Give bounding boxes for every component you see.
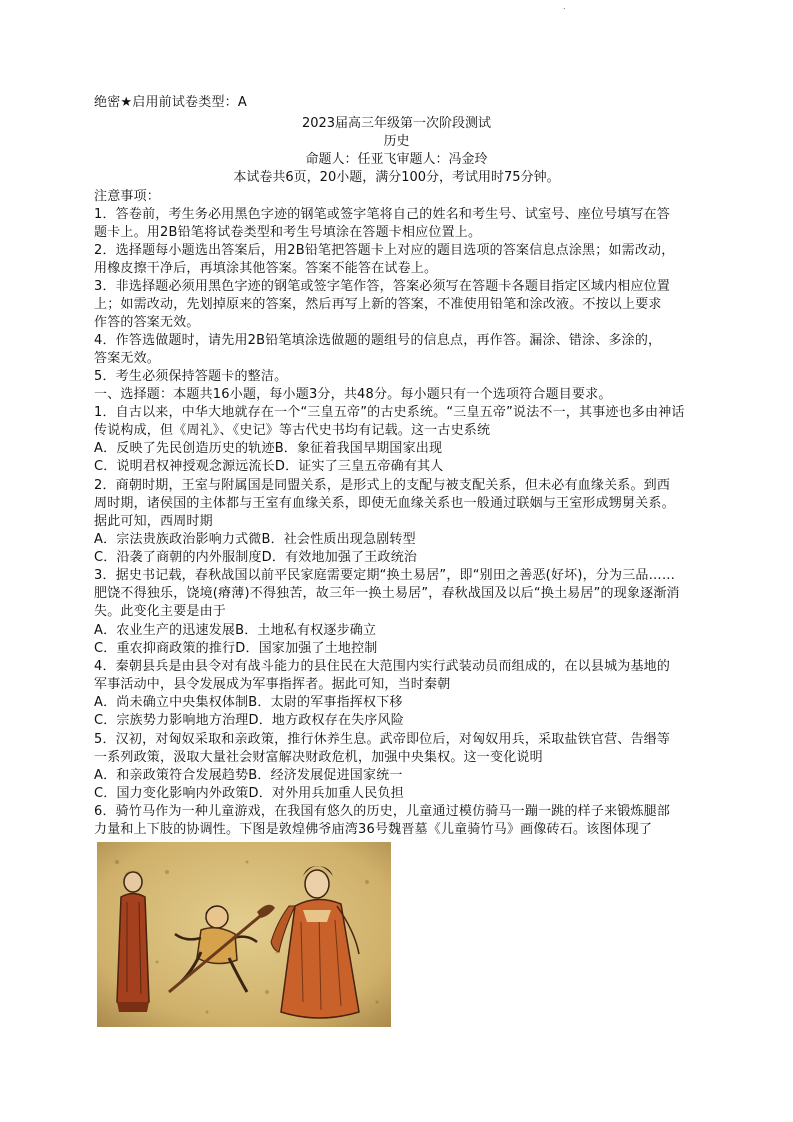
exam-title: 2023届高三年级第一次阶段测试 [301, 116, 492, 131]
answer-options: A．宗法贵族政治影响力式微B．社会性质出现急剧转型 [94, 532, 416, 547]
question-stem: 2．商朝时期，王室与附属国是同盟关系，是形式上的支配与被支配关系，但未必有血缘关系。到西 [94, 478, 671, 493]
question-stem: 据此可知，西周时期 [94, 514, 213, 529]
mural-figure [97, 842, 391, 1027]
authors-line: 命题人：任亚飞审题人：冯金玲 [305, 152, 488, 167]
answer-options: C．重农抑商政策的推行D．国家加强了土地控制 [94, 641, 378, 656]
question-stem: 4．秦朝县兵是由县令对有战斗能力的县住民在大范围内实行武装动员而组成的，在以县城为基地的 [94, 659, 671, 674]
note-line: 5．考生必须保持答题卡的整洁。 [94, 369, 288, 384]
note-line: 上；如需改动，先划掉原来的答案，然后再写上新的答案，不准使用铅笔和涂改液。不按以上要求 [94, 297, 662, 312]
subject-title: 历史 [383, 134, 410, 149]
answer-options: A．农业生产的迅速发展B．土地私有权逐步确立 [94, 623, 377, 638]
answer-options: C．宗族势力影响地方治理D．地方政权存在失序风险 [94, 713, 404, 728]
answer-options: C．沿袭了商朝的内外服制度D．有效地加强了王政统治 [94, 550, 418, 565]
question-stem: 军事活动中，县令发展成为军事指挥者。据此可知，当时秦朝 [94, 677, 451, 692]
mural-illustration [97, 842, 391, 1027]
answer-options: A．和亲政策符合发展趋势B．经济发展促进国家统一 [94, 768, 403, 783]
question-stem: 一系列政策，汲取大量社会财富解决财政危机，加强中央集权。这一变化说明 [94, 750, 543, 765]
answer-options: C．说明君权神授观念源远流长D．证实了三皇五帝确有其人 [94, 459, 444, 474]
note-line: 用橡皮擦干净后，再填涂其他答案。答案不能答在试卷上。 [94, 261, 438, 276]
question-stem: 3．据史书记载，春秋战国以前平民家庭需要定期“换土易居”，即“别田之善恶(好坏)，分为三品…… [94, 568, 676, 583]
question-stem: 失。此变化主要是由于 [94, 604, 227, 619]
note-line: 题卡上。用2B铅笔将试卷类型和考生号填涂在答题卡相应位置上。 [94, 225, 482, 240]
note-line: 1．答卷前，考生务必用黑色字迹的钢笔或签字笔将自己的姓名和考生号、试室号、座位号填写在答 [94, 207, 671, 222]
note-line: 2．选择题每小题选出答案后，用2B铅笔把答题卡上对应的题目选项的答案信息点涂黑；如需改动， [94, 243, 675, 258]
answer-options: A．尚未确立中央集权体制B．太尉的军事指挥权下移 [94, 695, 403, 710]
question-stem: 周时期，诸侯国的主体都与王室有血缘关系，即使无血缘关系也一般通过联姻与王室形成甥舅关系。 [94, 496, 675, 511]
question-stem: 力量和上下肢的协调性。下图是敦煌佛爷庙湾36号魏晋墓《儿童骑竹马》画像砖石。该图体现了 [94, 822, 653, 837]
page-dot: . [563, 2, 566, 11]
note-line: 作答的答案无效。 [94, 315, 200, 330]
question-stem: 1．自古以来，中华大地就存在一个“三皇五帝”的古史系统。“三皇五帝”说法不一，其事迹也多由神话 [94, 405, 685, 420]
note-line: 答案无效。 [94, 351, 161, 366]
note-line: 3．非选择题必须用黑色字迹的钢笔或签字笔作答，答案必须写在答题卡各题目指定区域内相应位置 [94, 279, 671, 294]
note-line: 4．作答选做题时，请先用2B铅笔填涂选做题的题组号的信息点，再作答。漏涂、错涂、多涂的， [94, 333, 662, 348]
question-stem: 5．汉初，对匈奴采取和亲政策，推行休养生息。武帝即位后，对匈奴用兵，采取盐铁官营、告缗等 [94, 732, 671, 747]
exam-info: 本试卷共6页，20小题，满分100分，考试用时75分钟。 [233, 170, 560, 185]
answer-options: A．反映了先民创造历史的轨迹B．象征着我国早期国家出现 [94, 441, 443, 456]
secret-line: 绝密★启用前试卷类型：A [94, 95, 247, 110]
question-stem: 肥饶不得独乐，饶境(瘠薄)不得独苦，故三年一换土易居”，春秋战国及以后“换土易居”的现象逐渐消 [94, 586, 680, 601]
section-heading: 一、选择题：本题共16小题，每小题3分，共48分。每小题只有一个选项符合题目要求。 [94, 387, 612, 402]
answer-options: C．国力变化影响内外政策D．对外用兵加重人民负担 [94, 786, 404, 801]
notes-heading: 注意事项： [94, 189, 161, 204]
question-stem: 传说构成，但《周礼》、《史记》等古代史书均有记载。这一古史系统 [94, 423, 491, 438]
question-stem: 6．骑竹马作为一种儿童游戏，在我国有悠久的历史，儿童通过模仿骑马一蹦一跳的样子来锻炼腿部 [94, 804, 671, 819]
